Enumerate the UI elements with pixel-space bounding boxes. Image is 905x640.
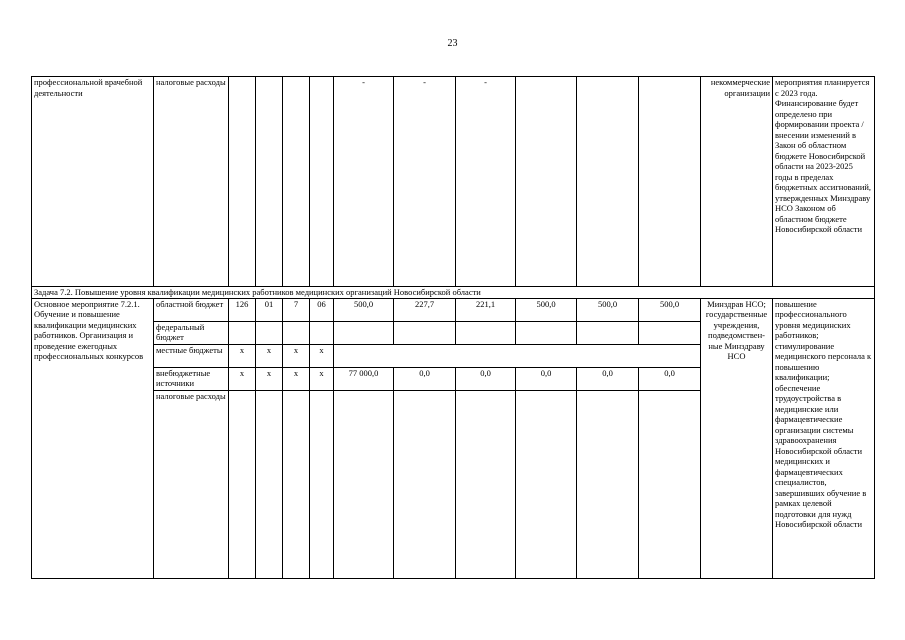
code-cell: x	[229, 367, 256, 390]
program-table	[31, 76, 875, 579]
funding-source: федеральный бюджет	[154, 321, 229, 344]
code-cell	[310, 390, 334, 578]
code-cell	[256, 77, 283, 287]
activity-name: Основное мероприятие 7.2.1. Обучение и повышение квалификации медицинских работников. Организация и проведение ежегодных профессиональных конкурсов	[32, 298, 154, 578]
value-cell: 221,1	[456, 298, 516, 321]
value-cell: -	[394, 77, 456, 287]
value-cell: 500,0	[334, 298, 394, 321]
value-cell	[334, 390, 394, 578]
code-cell: 01	[256, 298, 283, 321]
code-cell	[229, 77, 256, 287]
value-cell: 500,0	[516, 298, 577, 321]
value-cell	[334, 321, 394, 344]
funding-source: налоговые расходы	[154, 390, 229, 578]
code-cell: x	[283, 344, 310, 367]
code-cell	[310, 77, 334, 287]
value-cell	[456, 390, 516, 578]
code-cell: 7	[283, 298, 310, 321]
funding-source: налоговые расходы	[154, 77, 229, 287]
page-number: 23	[447, 38, 458, 49]
continuation-row	[32, 77, 875, 287]
task-title: Задача 7.2. Повышение уровня квалификации медицинских работников медицинских организаций Новосибирской области	[32, 287, 875, 299]
value-cell	[577, 390, 639, 578]
value-cell	[516, 321, 577, 344]
value-cell	[639, 321, 701, 344]
executor-cell: некоммерческие организации	[701, 77, 773, 287]
activity-name: профессиональной врачебной деятельности	[32, 77, 154, 287]
value-cell	[456, 321, 516, 344]
value-span-cell	[334, 344, 701, 367]
code-cell: x	[310, 344, 334, 367]
code-cell: x	[229, 344, 256, 367]
value-cell: 0,0	[577, 367, 639, 390]
value-cell: -	[334, 77, 394, 287]
funding-source: местные бюджеты	[154, 344, 229, 367]
code-cell	[256, 390, 283, 578]
value-cell: 500,0	[577, 298, 639, 321]
value-cell: 500,0	[639, 298, 701, 321]
value-cell	[639, 390, 701, 578]
code-cell: x	[310, 367, 334, 390]
value-cell: 0,0	[394, 367, 456, 390]
code-cell	[283, 77, 310, 287]
funding-row	[32, 298, 875, 321]
code-cell: 126	[229, 298, 256, 321]
value-cell	[516, 390, 577, 578]
value-cell	[394, 390, 456, 578]
value-cell: 77 000,0	[334, 367, 394, 390]
value-cell: -	[456, 77, 516, 287]
value-cell: 227,7	[394, 298, 456, 321]
code-cell	[283, 321, 310, 344]
value-cell: 0,0	[639, 367, 701, 390]
funding-source: областной бюджет	[154, 298, 229, 321]
task-row	[32, 287, 875, 299]
value-cell	[577, 321, 639, 344]
funding-source: внебюджетные источники	[154, 367, 229, 390]
code-cell	[310, 321, 334, 344]
value-cell	[577, 77, 639, 287]
code-cell	[283, 390, 310, 578]
value-cell: 0,0	[516, 367, 577, 390]
executor-cell: Минздрав НСО; государственные учреждения, подведомствен-ные Минздраву НСО	[701, 298, 773, 578]
code-cell: x	[256, 344, 283, 367]
code-cell: 06	[310, 298, 334, 321]
value-cell	[516, 77, 577, 287]
code-cell	[229, 390, 256, 578]
result-cell: повышение профессионального уровня медицинских работников; стимулирование медицинского персонала к повышению квалификации; обеспечение трудоустройства в медицинские или фармацевтические организации системы здравоохранения Новосибирской области медицинских и фармацевтических специалистов, завершивших обучение в рамках целевой подготовки для нужд Новосибирской области	[773, 298, 875, 578]
value-cell	[394, 321, 456, 344]
code-cell	[229, 321, 256, 344]
result-cell: мероприятия планируется с 2023 года. Финансирование будет определено при формировании проекта / внесении изменений в Закон об областном бюджете Новосибирской области на 2023-2025 годы в пределах бюджетных ассигнований, утвержденных Минздраву НСО Законом об областном бюджете Новосибирской области	[773, 77, 875, 287]
value-cell	[639, 77, 701, 287]
code-cell	[256, 321, 283, 344]
code-cell: x	[283, 367, 310, 390]
code-cell: x	[256, 367, 283, 390]
value-cell: 0,0	[456, 367, 516, 390]
